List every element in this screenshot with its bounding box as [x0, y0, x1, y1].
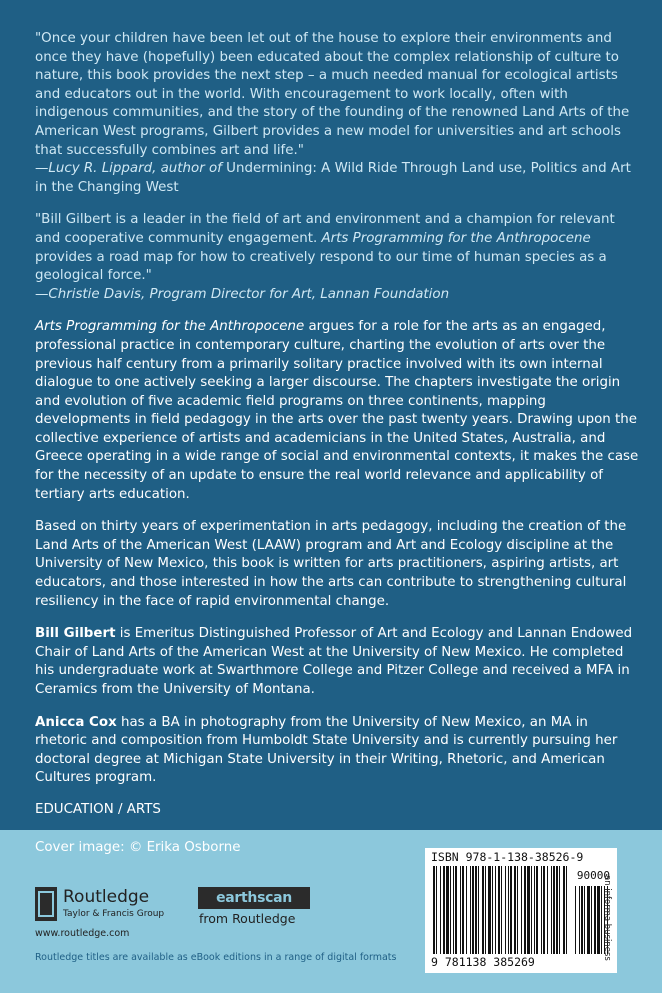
ebook-note: Routledge titles are available as eBook editions in a range of digital formats [35, 952, 397, 963]
lippard-attribution: —Lucy R. Lippard, author of Undermining: A Wild Ride Through Land use, Politics and Art in the Changing West [35, 161, 631, 195]
lippard-quote-text: "Once your children have been let out of the house to explore their environments and once they have (hopefully) been educated about the complex relationship of culture to nature, this book provides the next step – a much needed manual for ecological artists and educators out in the world. With encouragement to work locally, often with indigenous communities, and the story of the founding of the renowned Land Arts of the American West programs, Gilbert provides a new model for universities and art schools that successfully combines art and life." [35, 31, 630, 158]
routledge-name: Routledge [63, 887, 150, 907]
davis-quote: "Bill Gilbert is a leader in the field of art and environment and a champion for relevant and cooperative community engagement. Arts Programming for the Anthropocene provides a road map for how to creatively respond to our time of human species as a geological force." —Christie Davis, Program Director for Art, Lannan Foundation [35, 212, 615, 302]
earthscan-name: earthscan [198, 887, 310, 909]
earthscan-logo [198, 887, 310, 931]
publisher-url: www.routledge.com [35, 928, 130, 939]
subject-category: EDUCATION / ARTS [35, 801, 161, 817]
davis-attribution: —Christie Davis, Program Director for Art, Lannan Foundation [35, 286, 450, 302]
routledge-mark-icon [35, 887, 57, 921]
informa-tagline: an informa business [602, 875, 612, 961]
description-book-title: Arts Programming for the Anthropocene [35, 319, 305, 335]
lippard-book-title: Undermining: A Wild Ride Through Land use, Politics and Art in the Changing West [35, 161, 631, 195]
book-description [35, 318, 642, 504]
author-name-cox: Anicca Cox [35, 714, 117, 730]
isbn-top-text: ISBN 978-1-138-38526-9 [431, 850, 584, 864]
author-bio-cox: Anicca Cox has a BA in photography from the University of New Mexico, an MA in rhetoric and composition from Humboldt State University and is currently pursuing her doctoral degree at Michigan State University in their Writing, Rhetoric, and American Cultures program. [35, 714, 618, 786]
isbn-bottom-text: 9 781138 385269 [431, 955, 535, 969]
earthscan-from: from Routledge [199, 911, 296, 926]
routledge-logo [35, 887, 165, 921]
lippard-quote [35, 30, 642, 197]
cover-image-credit: Cover image: © Erika Osborne [35, 840, 241, 855]
author-bio-gilbert: Bill Gilbert is Emeritus Distinguished Professor of Art and Ecology and Lannan Endowed Chair of Land Arts of the American West at the University of New Mexico. He completed his undergraduate work at Swarthmore College and Pitzer College and received a MFA in Ceramics from the University of Montana. [35, 626, 633, 697]
davis-quote-book-title: Arts Programming for the Anthropocene [321, 230, 591, 246]
description-text: argues for a role for the arts as an engaged, professional practice in contemporary culture, charting the evolution of arts over the previous half century from a primarily solitary practice involved with its own internal dialogue to one actively seeking a larger discourse. The chapters investigate the origin and evolution of five academic field programs on three continents, mapping developments in field pedagogy in the arts over the past twenty years. Drawing upon the collective experience of artists and academicians in the United States, Australia, and Greece operating in a wide range of social and environmental contexts, it makes the case for the necessity of an update to ensure the real world relevance and applicability of tertiary arts education. [35, 319, 639, 502]
book-description-2: Based on thirty years of experimentation in arts pedagogy, including the creation of the Land Arts of the American West (LAAW) program and Art and Ecology discipline at the University of New Mexico, this book is written for arts practitioners, aspiring artists, art educators, and those interested in how the arts can contribute to strengthening cultural resiliency in the face of rapid environmental change. [35, 519, 627, 609]
author-name-gilbert: Bill Gilbert [35, 626, 116, 642]
footer-band [0, 830, 662, 993]
isbn-barcode [425, 848, 617, 973]
routledge-subtitle: Taylor & Francis Group [63, 909, 165, 919]
price-code: 90000 [572, 869, 610, 883]
